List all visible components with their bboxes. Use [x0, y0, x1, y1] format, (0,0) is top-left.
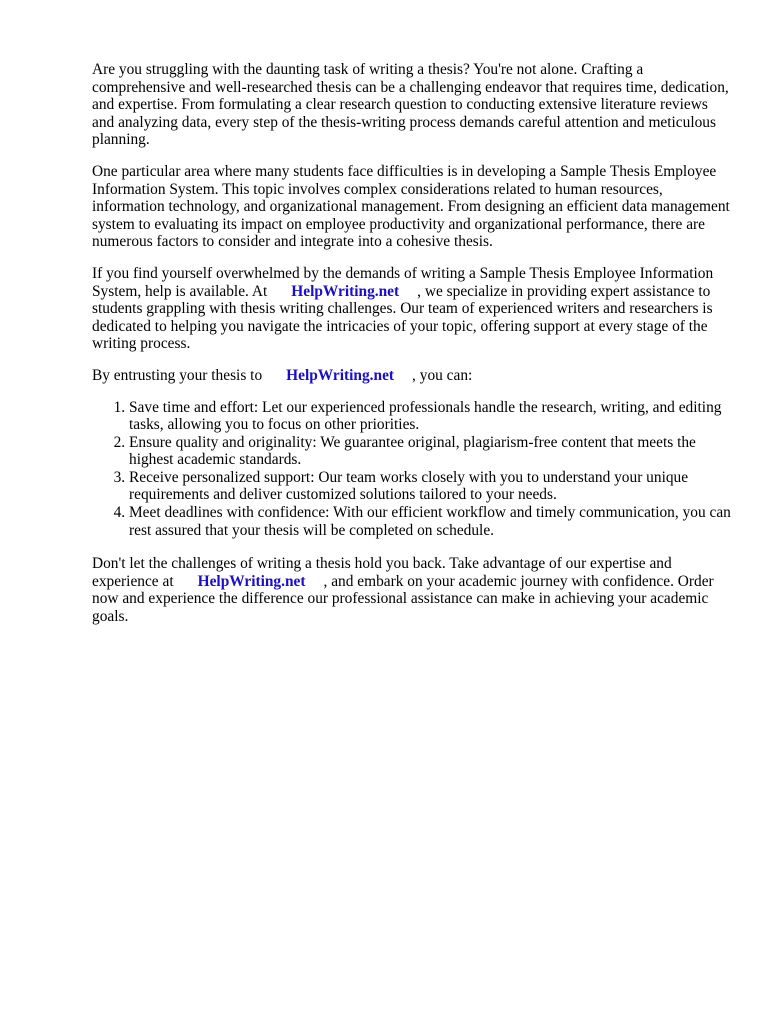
helpwriting-link[interactable]: HelpWriting.net: [291, 282, 400, 300]
help-paragraph-text-after: , we specialize in providing expert assistance to students grappling with thesis writing challenges. Our team of experienced writers and researchers is dedicated to helping you navigate the intricacies of your topic, offering support at every stage of the writing process.: [92, 282, 713, 353]
closing-paragraph-text-before: Don't let the challenges of writing a thesis hold you back. Take advantage of our expertise and experience at: [92, 555, 672, 590]
entrust-paragraph: [92, 367, 732, 385]
list-item: 1. Save time and effort: Let our experienced professionals handle the research, writing, and editing tasks, allowing you to focus on other priorities.: [129, 399, 732, 434]
helpwriting-link[interactable]: HelpWriting.net: [286, 366, 395, 384]
closing-paragraph-text-after: , and embark on your academic journey with confidence. Order now and experience the difference our professional assistance can make in achieving your academic goals.: [92, 572, 714, 626]
list-item: 3. Receive personalized support: Our team works closely with you to understand your unique requirements and deliver customized solutions tailored to your needs.: [129, 469, 732, 504]
document-page: [92, 61, 732, 640]
list-item: 2. Ensure quality and originality: We guarantee original, plagiarism-free content that meets the highest academic standards.: [129, 434, 732, 469]
help-paragraph: [92, 265, 732, 353]
entrust-paragraph-text-before: By entrusting your thesis to: [92, 366, 263, 384]
help-paragraph-text-before: If you find yourself overwhelmed by the demands of writing a Sample Thesis Employee Information System, help is available. At: [92, 264, 714, 300]
helpwriting-link[interactable]: HelpWriting.net: [197, 572, 306, 590]
intro-paragraph: Are you struggling with the daunting task of writing a thesis? You're not alone. Crafting a comprehensive and well-researched thesis can be a challenging endeavor that requires time, dedication, and expertise. From formulating a clear research question to conducting extensive literature reviews and analyzing data, every step of the thesis-writing process demands careful attention and meticulous planning.: [92, 61, 729, 149]
benefits-list: [92, 399, 732, 540]
list-item: 4. Meet deadlines with confidence: With our efficient workflow and timely communication, you can rest assured that your thesis will be completed on schedule.: [129, 504, 732, 539]
entrust-paragraph-text-after: , you can:: [412, 366, 473, 384]
topic-paragraph: One particular area where many students face difficulties is in developing a Sample Thesis Employee Information System. This topic involves complex considerations related to human resources, information technology, and organizational management. From designing an efficient data management system to evaluating its impact on employee productivity and organizational performance, there are numerous factors to consider and integrate into a cohesive thesis.: [92, 162, 730, 251]
closing-paragraph: [92, 555, 732, 625]
